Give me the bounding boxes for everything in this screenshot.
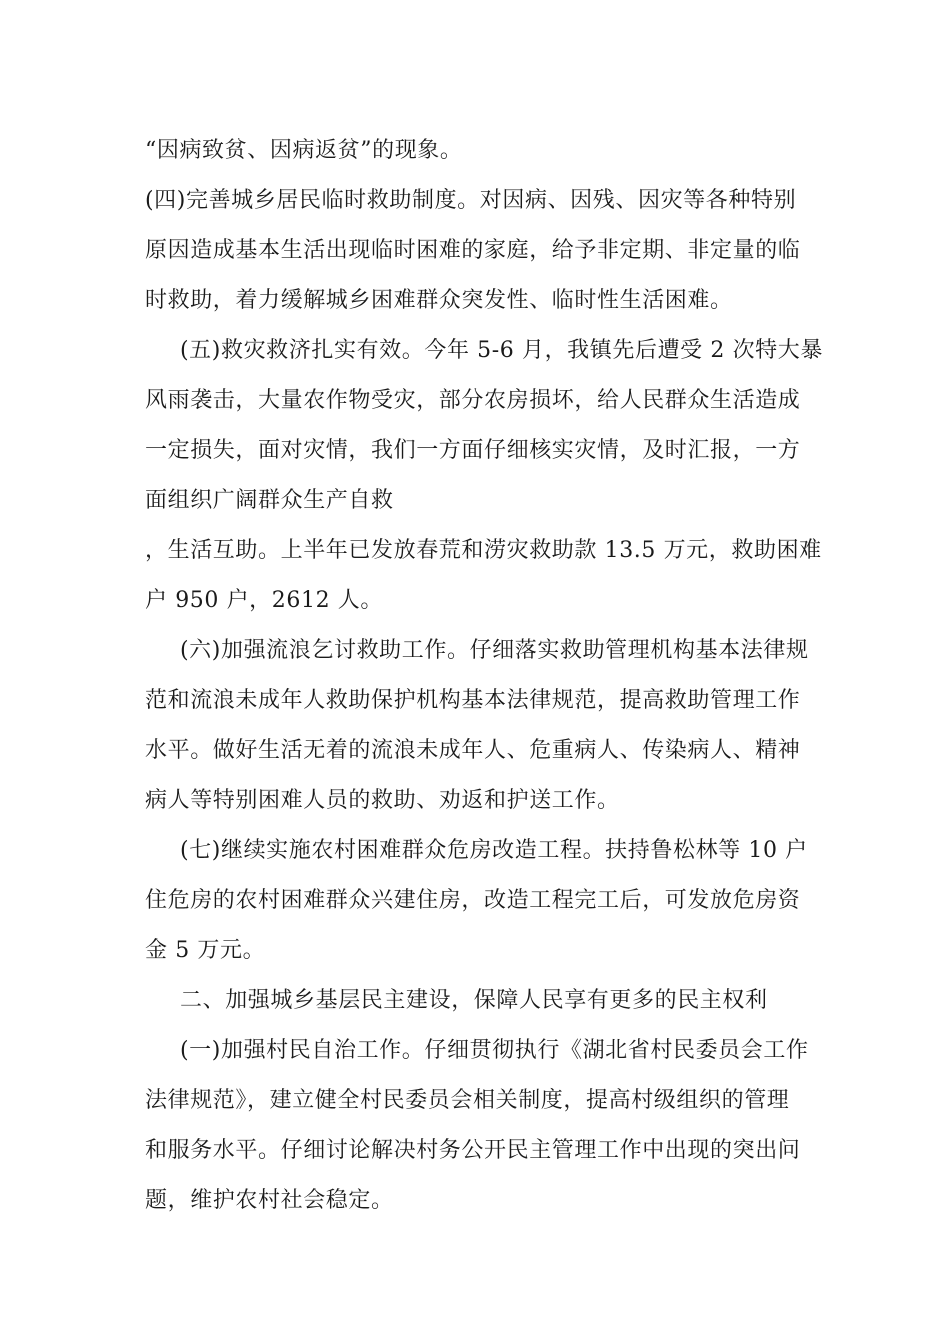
text-line: 范和流浪未成年人救助保护机构基本法律规范，提高救助管理工作 — [145, 688, 801, 713]
text-line: 水平。做好生活无着的流浪未成年人、危重病人、传染病人、精神 — [145, 738, 801, 763]
text-line: (四)完善城乡居民临时救助制度。对因病、因残、因灾等各种特别 — [145, 188, 797, 213]
text-line: ，生活互助。上半年已发放春荒和涝灾救助款 13.5 万元，救助困难 — [145, 538, 822, 563]
text-line: 户 950 户，2612 人。 — [145, 588, 383, 613]
text-line: 金 5 万元。 — [145, 938, 266, 963]
text-line: 法律规范》，建立健全村民委员会相关制度，提高村级组织的管理 — [145, 1088, 790, 1113]
text-line: “因病致贫、因病返贫”的现象。 — [145, 138, 463, 163]
text-line: 住危房的农村困难群众兴建住房，改造工程完工后，可发放危房资 — [145, 888, 801, 913]
text-line: 一定损失，面对灾情，我们一方面仔细核实灾情，及时汇报，一方 — [145, 438, 801, 463]
section-heading: 二、加强城乡基层民主建设，保障人民享有更多的民主权利 — [180, 988, 768, 1013]
text-line: (六)加强流浪乞讨救助工作。仔细落实救助管理机构基本法律规 — [180, 638, 809, 663]
text-line: 和服务水平。仔细讨论解决村务公开民主管理工作中出现的突出问 — [145, 1138, 801, 1163]
text-line: 病人等特别困难人员的救助、劝返和护送工作。 — [145, 788, 620, 813]
text-line: 原因造成基本生活出现临时困难的家庭，给予非定期、非定量的临 — [145, 238, 801, 263]
text-line: 风雨袭击，大量农作物受灾，部分农房损坏，给人民群众生活造成 — [145, 388, 801, 413]
text-line: (一)加强村民自治工作。仔细贯彻执行《湖北省村民委员会工作 — [180, 1038, 809, 1063]
text-line: 时救助，着力缓解城乡困难群众突发性、临时性生活困难。 — [145, 288, 733, 313]
text-line: (七)继续实施农村困难群众危房改造工程。扶持鲁松林等 10 户 — [180, 838, 808, 863]
text-line: 面组织广阔群众生产自救 — [145, 488, 394, 513]
text-line: (五)救灾救济扎实有效。今年 5-6 月，我镇先后遭受 2 次特大暴 — [180, 338, 823, 363]
text-line: 题，维护农村社会稳定。 — [145, 1188, 394, 1213]
